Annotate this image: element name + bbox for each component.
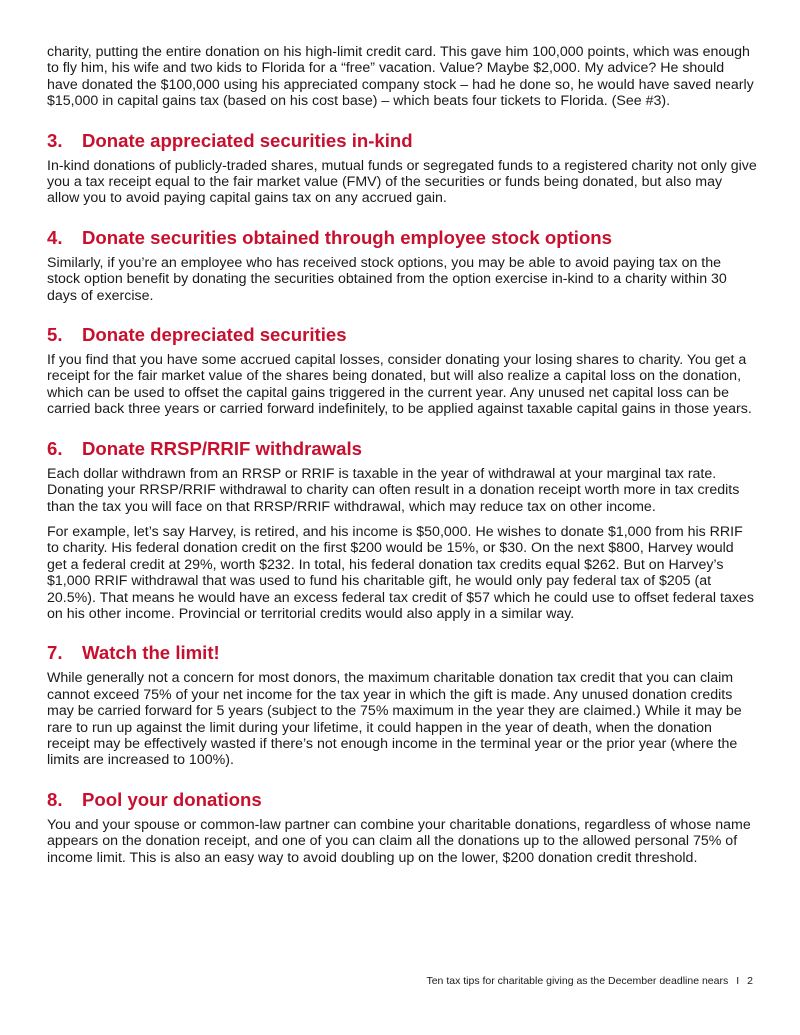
section-5 [47, 324, 757, 418]
section-number: 5. [47, 324, 63, 346]
footer-separator: I [736, 975, 740, 987]
section-6 [47, 438, 757, 623]
section-number: 4. [47, 226, 63, 248]
document-body [47, 44, 757, 875]
intro-paragraph: charity, putting the entire donation on his high-limit credit card. This gave him 100,000 points, which was enough to fly him, his wife and two kids to Florida for a “free” vacation. Value? Maybe $2,000. My advice? He should have donated the $100,000 using his appreciated company stock – had he done so, he would have saved nearly $15,000 in capital gains tax (based on his cost base) – which beats four tickets to Florida. (See #3). [47, 44, 754, 110]
section-paragraph: If you find that you have some accrued capital losses, consider donating your losing shares to charity. You get a receipt for the fair market value of the shares being donated, but will also realize a capital loss on the donation, which can be used to offset the capital gains triggered in the current year. Any unused net capital loss can be carried back three years or carried forward indefinitely, to be applied against taxable capital gains in those years. [47, 352, 752, 418]
section-paragraph: Each dollar withdrawn from an RRSP or RRIF is taxable in the year of withdrawal at your marginal tax rate. Donating your RRSP/RRIF withdrawal to charity can often result in a donation receipt worth more in tax credits than the tax you will face on that RRSP/RRIF withdrawal, which may reduce tax on other income. [47, 465, 740, 515]
section-number: 3. [47, 129, 63, 151]
section-heading [47, 130, 757, 152]
section-7 [47, 642, 757, 768]
section-paragraph: Similarly, if you’re an employee who has received stock options, you may be able to avoid paying tax on the stock option benefit by donating the securities obtained from the option exercise in-kind to a charity within 30 days of exercise. [47, 254, 727, 304]
page-number: 2 [747, 975, 753, 987]
section-title: Donate appreciated securities in-kind [82, 129, 413, 151]
section-heading [47, 789, 757, 811]
section-title: Donate securities obtained through employee stock options [82, 226, 613, 248]
section-number: 6. [47, 437, 63, 459]
section-title: Donate RRSP/RRIF withdrawals [82, 437, 362, 459]
section-paragraph: In-kind donations of publicly-traded shares, mutual funds or segregated funds to a registered charity not only give you a tax receipt equal to the fair market value (FMV) of the securities or funds being donated, but also may allow you to avoid paying capital gains tax on any accrued gain. [47, 157, 757, 207]
section-heading [47, 438, 757, 460]
section-title: Pool your donations [82, 788, 262, 810]
section-heading [47, 324, 757, 346]
section-3 [47, 130, 757, 207]
section-8 [47, 789, 757, 866]
section-heading [47, 642, 757, 664]
section-paragraph: You and your spouse or common-law partner can combine your charitable donations, regardless of whose name appears on the donation receipt, and one of you can claim all the donations up to the allowed personal 75% of income limit. This is also an easy way to avoid doubling up on the lower, $200 donation credit threshold. [47, 816, 751, 866]
page-footer [0, 975, 753, 987]
section-title: Watch the limit! [82, 642, 220, 664]
section-4 [47, 227, 757, 304]
section-number: 8. [47, 788, 63, 810]
section-number: 7. [47, 642, 63, 664]
section-paragraph: For example, let’s say Harvey, is retired, and his income is $50,000. He wishes to donate $1,000 from his RRIF to charity. His federal donation credit on the first $200 would be 15%, or $30. On the next $800, Harvey would get a federal credit at 29%, worth $232. In total, his federal donation tax credits equal $262. But on Harvey’s $1,000 RRIF withdrawal that was used to fund his charitable gift, he would only pay federal tax of $205 (at 20.5%). That means he would have an excess federal tax credit of $57 which he could use to offset federal taxes on his other income. Provincial or territorial credits would also apply in a similar way. [47, 523, 754, 622]
footer-title: Ten tax tips for charitable giving as the December deadline nears [426, 975, 729, 987]
section-heading [47, 227, 757, 249]
section-paragraph: While generally not a concern for most donors, the maximum charitable donation tax credit that you can claim cannot exceed 75% of your net income for the tax year in which the gift is made. Any unused donation credits may be carried forward for 5 years (subject to the 75% maximum in the year they are claimed.) While it may be rare to run up against the limit during your lifetime, it could happen in the year of death, when the donation receipt may be effectively wasted if there’s not enough income in the terminal year or the prior year (where the limits are increased to 100%). [47, 670, 742, 769]
section-title: Donate depreciated securities [82, 324, 347, 346]
